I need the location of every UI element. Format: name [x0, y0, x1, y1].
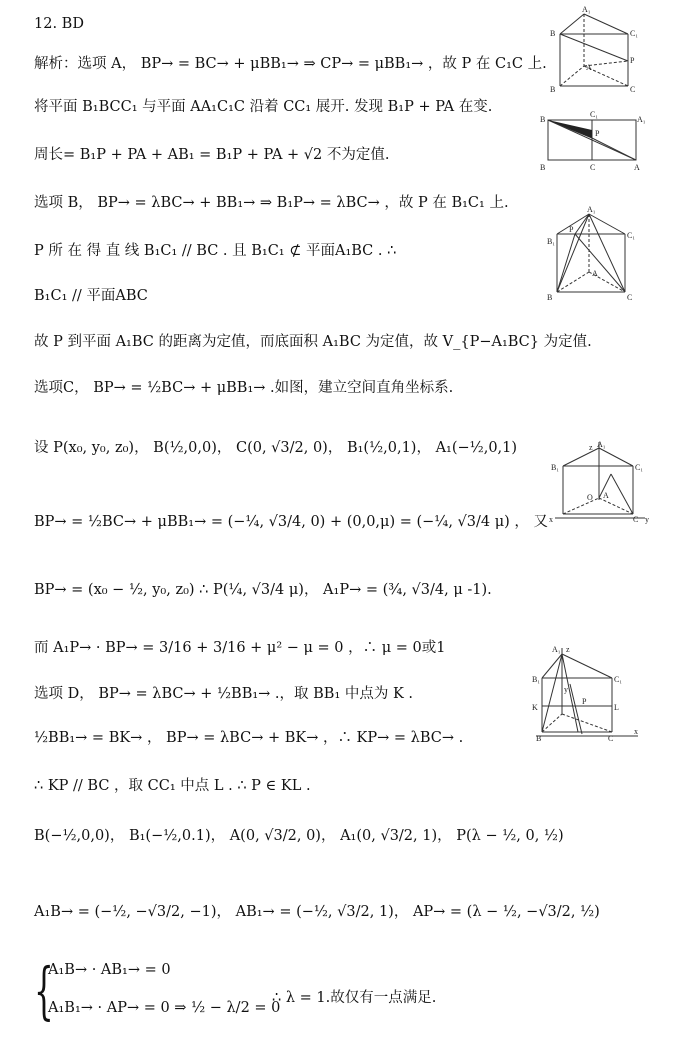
figure-coordinate-prism-c: [549, 440, 651, 526]
solution-line-1: 解析：选项 A， BP→ = BC→ + μBB₁→ ⇒ CP→ = μBB₁→ ，故 P 在 C₁C 上.: [34, 56, 547, 72]
solution-line-8: 选项C， BP→ = ½BC→ + μBB₁→ .如图，建立空间直角坐标系.: [34, 380, 454, 396]
solution-line-4: 选项 B， BP→ = λBC→ + BB₁→ ⇒ B₁P→ = λBC→ ，故 P 在 B₁C₁ 上.: [34, 195, 509, 211]
fig2-label: C: [590, 163, 596, 172]
fig5-label: C₁: [614, 675, 623, 684]
fig4-label: x: [549, 515, 553, 524]
solution-line-7: 故 P 到平面 A₁BC 的距离为定值，而底面积 A₁BC 为定值，故 V_{P−A₁BC} 为定值.: [34, 334, 592, 350]
fig3-label: B: [547, 293, 553, 302]
solution-line-13: 选项 D， BP→ = λBC→ + ½BB₁→ .，取 BB₁ 中点为 K .: [34, 686, 414, 702]
left-brace: {: [34, 954, 54, 1027]
solution-line-10: BP→ = ½BC→ + μBB₁→ = (−¼, √3/4, 0) + (0,0,μ) = (−¼, √3/4 μ) ， 又: [34, 514, 549, 530]
fig3-label: C: [627, 293, 633, 302]
fig4-label: C: [633, 515, 639, 524]
fig5-label: x: [634, 727, 638, 736]
fig3-label: A₁: [587, 205, 596, 214]
fig4-label: A₁: [597, 440, 606, 449]
fig4-label: y: [645, 515, 649, 524]
system-eq-2: A₁B₁→ · AP→ = 0 ⇒ ½ − λ/2 = 0: [48, 1000, 281, 1016]
fig4-label: A: [603, 491, 609, 500]
fig5-label: P: [582, 697, 587, 706]
fig3-label: B₁: [547, 237, 556, 246]
solution-line-9: 设 P(x₀, y₀, z₀)， B(½,0,0)， C(0, √3/2, 0)， B₁(½,0,1)， A₁(−½,0,1): [34, 440, 518, 456]
figure-prism-option-d: [530, 644, 642, 742]
figure-prism-option-a: [548, 6, 640, 98]
fig2-label: P: [595, 129, 600, 138]
fig2-label: A: [634, 163, 640, 172]
fig1-label: C₁: [630, 29, 639, 38]
system-eq-1: A₁B→ · AB₁→ = 0: [48, 962, 171, 978]
conclusion: ∴ λ = 1.故仅有一点满足.: [272, 990, 437, 1006]
solution-line-11: BP→ = (x₀ − ½, y₀, z₀) ∴ P(¼, √3/4 μ)， A₁P→ = (¾, √3/4, μ -1).: [34, 582, 492, 598]
figure-prism-option-b: [545, 206, 637, 304]
fig2-label: B: [540, 115, 546, 124]
solution-line-3: 周长= B₁P + PA + AB₁ = B₁P + PA + √2 不为定值.: [34, 147, 390, 163]
figure-unfolded-planes: [540, 108, 646, 174]
fig1-label: B: [550, 85, 556, 94]
fig3-label: P: [569, 225, 574, 234]
fig5-label: C: [608, 734, 614, 743]
fig2-label: C₁: [590, 110, 599, 119]
fig5-label: y: [564, 685, 568, 694]
fig1-label: P: [630, 56, 635, 65]
fig2-label: A₁: [637, 115, 646, 124]
solution-line-5: P 所 在 得 直 线 B₁C₁ // BC . 且 B₁C₁ ⊄ 平面A₁BC . ∴: [34, 243, 397, 259]
fig2-label: B: [540, 163, 546, 172]
solution-line-14: ½BB₁→ = BK→ ， BP→ = λBC→ + BK→ ，∴ KP→ = λBC→ .: [34, 730, 464, 746]
fig1-label: B: [550, 29, 556, 38]
fig4-label: z: [589, 443, 593, 452]
fig1-label: A: [586, 63, 592, 72]
solution-line-15: ∴ KP // BC ，取 CC₁ 中点 L . ∴ P ∈ KL .: [34, 778, 311, 794]
problem-answer: 12. BD: [34, 16, 84, 32]
solution-line-12: 而 A₁P→ · BP→ = 3/16 + 3/16 + μ² − μ = 0 ，∴ μ = 0或1: [34, 640, 446, 656]
fig5-label: z: [566, 645, 570, 654]
fig5-label: K: [532, 703, 538, 712]
fig3-label: A: [592, 269, 598, 278]
fig3-label: C₁: [627, 231, 636, 240]
solution-line-6: B₁C₁ // 平面ABC: [34, 288, 148, 304]
fig4-label: O: [587, 493, 593, 502]
fig1-label: C: [630, 85, 636, 94]
fig5-label: B₁: [532, 675, 541, 684]
solution-line-16: B(−½,0,0)， B₁(−½,0.1)， A(0, √3/2, 0)， A₁(0, √3/2, 1)， P(λ − ½, 0, ½): [34, 828, 564, 844]
solution-line-17: A₁B→ = (−½, −√3/2, −1)， AB₁→ = (−½, √3/2, 1)， AP→ = (λ − ½, −√3/2, ½): [34, 904, 600, 920]
fig5-label: A₁: [552, 645, 561, 654]
solution-line-2: 将平面 B₁BCC₁ 与平面 AA₁C₁C 沿着 CC₁ 展开. 发现 B₁P + PA 在变.: [34, 99, 493, 115]
fig5-label: B: [536, 734, 542, 743]
fig4-label: B₁: [551, 463, 560, 472]
fig5-label: L: [614, 703, 619, 712]
fig4-label: C₁: [635, 463, 644, 472]
fig1-label: A₁: [582, 5, 591, 14]
equation-system: [34, 954, 281, 1028]
